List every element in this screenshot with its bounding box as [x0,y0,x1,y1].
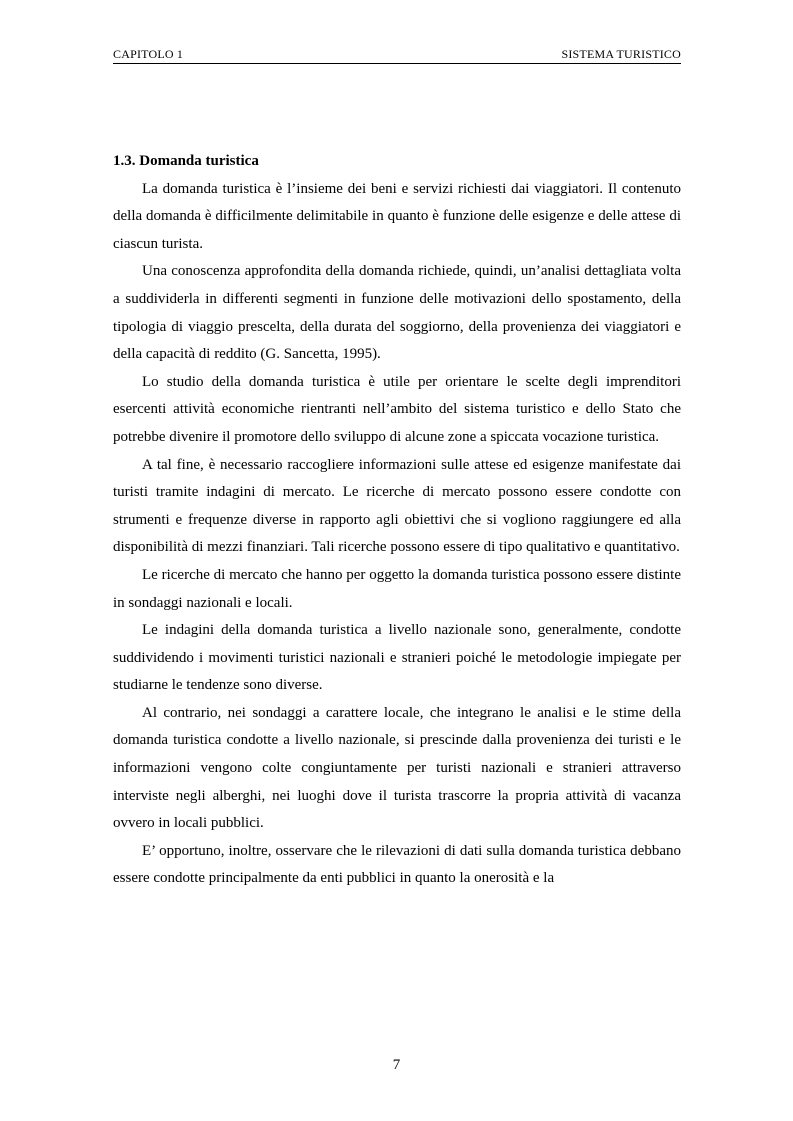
paragraph-6: Le indagini della domanda turistica a livello nazionale sono, generalmente, condotte suddividendo i movimenti turistici nazionali e stranieri poiché le metodologie impiegate per studiarne le tendenze sono diverse. [113,622,681,694]
paragraph-8: E’ opportuno, inoltre, osservare che le rilevazioni di dati sulla domanda turistica debbano essere condotte principalmente da enti pubblici in quanto la onerosità e la [113,842,681,887]
running-header [113,47,681,64]
paragraph-7: Al contrario, nei sondaggi a carattere locale, che integrano le analisi e le stime della domanda turistica condotte a livello nazionale, si prescinde dalla provenienza dei turisti e le informazioni vengono colte congiuntamente per turisti nazionali e stranieri attraverso interviste negli alberghi, nei luoghi dove il turista trascorre la propria attività di vacanza ovvero in locali pubblici. [113,704,681,832]
paragraph-2: Una conoscenza approfondita della domanda richiede, quindi, un’analisi dettagliata volta a suddividerla in differenti segmenti in funzione delle motivazioni dello spostamento, della tipologia di viaggio prescelta, della durata del soggiorno, della provenienza dei viaggiatori e della capacità di reddito (G. Sancetta, 1995). [113,263,681,363]
section-title: 1.3. Domanda turistica [113,153,259,169]
paragraph-1: La domanda turistica è l’insieme dei beni e servizi richiesti dai viaggiatori. Il contenuto della domanda è difficilmente delimitabile in quanto è funzione delle esigenze e delle attese di ciascun turista. [113,180,681,252]
header-chapter: CAPITOLO 1 [113,47,184,61]
page-body [113,148,681,893]
paragraph-4: A tal fine, è necessario raccogliere informazioni sulle attese ed esigenze manifestate dai turisti tramite indagini di mercato. Le ricerche di mercato possono essere condotte con strumenti e frequenze diverse in rapporto agli obiettivi che si vogliono raggiungere ed alla disponibilità di mezzi finanziari. Tali ricerche possono essere di tipo qualitativo e quantitativo. [113,456,681,556]
paragraph-5: Le ricerche di mercato che hanno per oggetto la domanda turistica possono essere distinte in sondaggi nazionali e locali. [113,566,681,611]
paragraph-3: Lo studio della domanda turistica è utile per orientare le scelte degli imprenditori esercenti attività economiche rientranti nell’ambito del sistema turistico e dello Stato che potrebbe divenire il promotore dello sviluppo di alcune zone a spiccata vocazione turistica. [113,373,681,445]
page-number: 7 [392,1057,401,1073]
header-section-name: SISTEMA TURISTICO [561,47,681,61]
